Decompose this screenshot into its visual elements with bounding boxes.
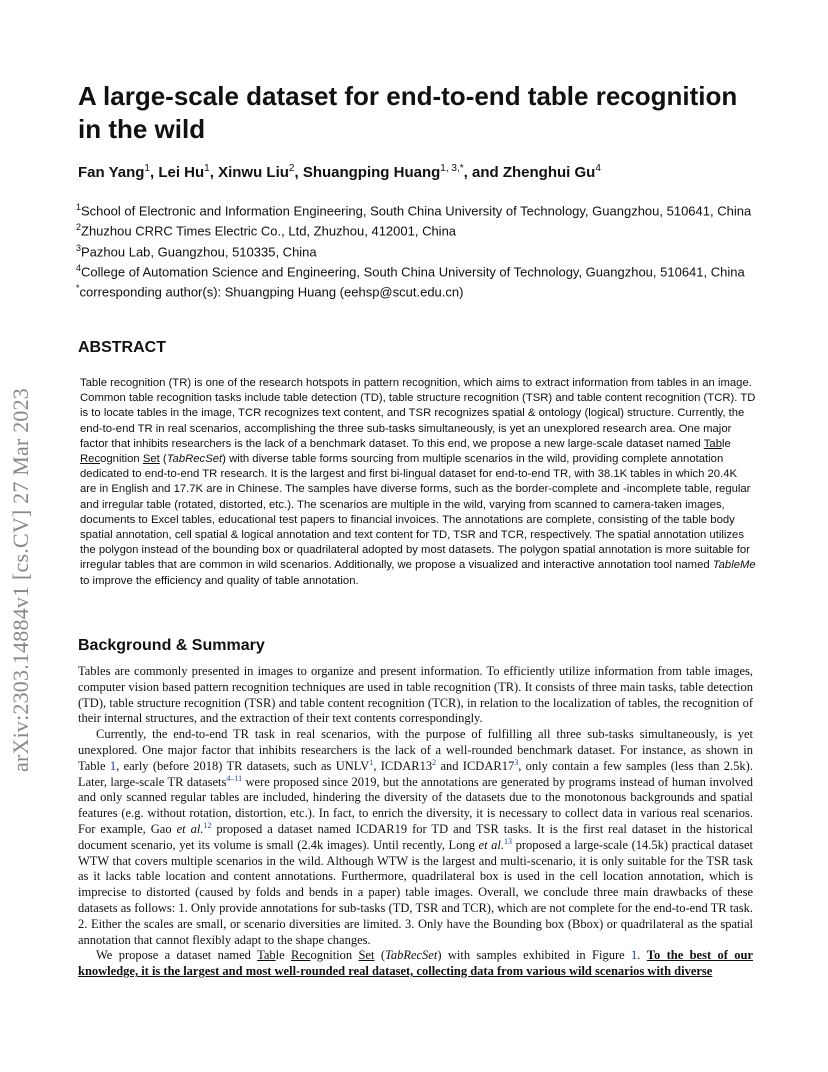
citation-link[interactable]: 12 <box>203 820 212 830</box>
affiliation-text: Zhuzhou CRRC Times Electric Co., Ltd, Zhuzhou, 412001, China <box>81 223 457 239</box>
author-affiliation-mark: 1 <box>144 163 150 174</box>
abstract-text: ) with diverse table forms sourcing from multiple scenarios in the wild, providing complete annotation dedicated to end-to-end TR research. It is the largest and first bi-lingual dataset for end-to-end TR, with 38.1K tables in which 20.4K are in English and 17.7K are in Chinese. The samples have diverse forms, such as the border-complete and -incomplete table, regular and irregular table (rotated, distorted, etc.). The scenarios are multiple in the wild, varying from scanned to camera-taken images, documents to Excel tables, educational test papers to financial invoices. The annotations are complete, consisting of the table body spatial annotation, cell spatial & logical annotation and text content for TD, TSR and TCR, respectively. The spatial annotation utilizes the polygon instead of the bounding box or quadrilateral adopted by most datasets. The polygon spatial annotation is more suitable for irregular tables that are common in wild scenarios. Additionally, we propose a visualized and interactive annotation tool named <box>80 453 751 572</box>
abstract-heading: ABSTRACT <box>78 339 166 356</box>
abstract-underlined-text: Set <box>142 453 160 466</box>
affiliation-text: Pazhou Lab, Guangzhou, 510335, China <box>81 243 317 259</box>
affiliation-text: College of Automation Science and Engineering, South China University of Technology, Guangzhou, 510641, China <box>81 264 745 280</box>
corresponding-author <box>76 280 756 300</box>
author-separator: , and <box>463 164 503 181</box>
body-text: ( <box>374 948 386 963</box>
affiliation-mark: 4 <box>76 262 82 273</box>
body-text: , early (before 2018) TR datasets, such as UNLV <box>116 758 370 773</box>
body-text: , only contain a few samples (less than 2.5k). Later, large-scale TR datasets <box>78 758 753 789</box>
author-affiliation-mark: 2 <box>288 163 295 174</box>
author-separator: , <box>294 164 303 181</box>
author-name: Lei Hu <box>158 164 205 181</box>
body-text: were proposed since 2019, but the annotations are generated by programs instead of human involved and only scanned regular tables are included, hindering the diversity of the datasets due to the monotonous backgrounds and spatial features (e.g. without rotation, distortion, etc.). In fact, to enrich the diversity, it is necessary to collect data in various real scenarios. For example, Gao <box>78 774 753 836</box>
citation-link[interactable]: 2 <box>432 757 437 767</box>
body-italic-text: et al. <box>478 837 504 852</box>
author-affiliation-mark: 1 <box>204 163 210 174</box>
body-text: le <box>275 948 292 963</box>
body-underlined-text: Tab <box>257 948 276 963</box>
body-text: and ICDAR17 <box>436 758 515 773</box>
citation-link[interactable]: 3 <box>514 757 519 767</box>
body-underlined-text: Rec <box>291 948 311 963</box>
body-text: . <box>637 948 647 963</box>
abstract-body <box>80 376 756 589</box>
citation-link[interactable]: 1 <box>369 757 374 767</box>
author-name: Xinwu Liu <box>218 164 289 181</box>
body-italic-text: TabRecSet <box>385 948 438 963</box>
author-affiliation-mark: 4 <box>595 163 601 174</box>
section-heading: Background & Summary <box>78 637 265 654</box>
author-list <box>78 158 778 184</box>
citation-link[interactable]: 13 <box>504 836 512 846</box>
body-paragraph <box>78 727 753 948</box>
affiliation-mark: 2 <box>76 222 82 233</box>
affiliation <box>76 260 756 280</box>
author-name: Shuangping Huang <box>302 164 441 181</box>
author-name: Zhenghui Gu <box>502 164 596 181</box>
table-reference-link[interactable]: 1 <box>109 758 117 773</box>
body-paragraph: Tables are commonly presented in images to organize and present information. To efficiently utilize information from table images, computer vision based pattern recognition techniques are used in table recognition (TR). It consists of three main tasks, table detection (TD), table structure recognition (TSR) and table content recognition (TCR), in relation to the localization of tables, the recognition of their internal structures, and the extraction of their text contents correspondingly. <box>78 664 753 726</box>
body-text: ) with samples exhibited in Figure <box>437 948 632 963</box>
citation-link[interactable]: 4–11 <box>226 773 243 783</box>
author-separator: , <box>149 164 159 181</box>
abstract-italic-text: TabRecSet <box>166 453 223 466</box>
section-body <box>78 664 753 980</box>
abstract-underlined-text: Tab <box>703 437 722 450</box>
body-bold-underlined-text: To the best of our knowledge, it is the largest and most well-rounded real dataset, collecting data from various wild scenarios with diverse <box>78 948 754 979</box>
body-text: proposed a dataset named ICDAR19 for TD and TSR tasks. It is the first real dataset in the historical document scenario, yet its volume is small (2.4k images). Until recently, Long <box>78 821 754 852</box>
figure-reference-link[interactable]: 1 <box>631 948 638 963</box>
body-paragraph <box>78 948 753 980</box>
affiliation-text: School of Electronic and Information Engineering, South China University of Technology, Guangzhou, 510641, China <box>81 203 752 219</box>
affiliation-list <box>76 199 756 301</box>
abstract-italic-text: TableMe <box>712 559 756 572</box>
author-affiliation-mark: 1, 3,* <box>440 163 464 174</box>
body-text: ognition <box>310 948 359 963</box>
paper-title: A large-scale dataset for end-to-end table recognition in the wild <box>78 81 738 144</box>
abstract-text: le <box>722 437 731 450</box>
author-separator: , <box>209 164 219 181</box>
body-italic-text: et al. <box>176 821 204 836</box>
arxiv-identifier: arXiv:2303.14884v1 [cs.CV] 27 Mar 2023 <box>8 388 33 772</box>
body-text: Currently, the end-to-end TR task in real scenarios, with the purpose of fulfilling all three sub-tasks simultaneously, is yet unexplored. One major factor that inhibits researchers is the lack of a well-rounded benchmark dataset. For instance, as shown in Table <box>78 727 753 773</box>
author-name: Fan Yang <box>78 164 145 181</box>
affiliation-text: corresponding author(s): Shuangping Huang (eehsp@scut.edu.cn) <box>79 284 464 300</box>
body-text: , ICDAR13 <box>373 758 433 773</box>
abstract-text: Table recognition (TR) is one of the research hotspots in pattern recognition, which aims to extract information from tables in an image. Common table recognition tasks include table detection (TD), table structure recognition (TSR) and table content recognition (TCR). TD is to locate tables in the image, TCR recognizes text content, and TSR recognizes spatial & ontology (logical) structure. Currently, the end-to-end TR in real scenarios, accomplishing the three sub-tasks simultaneously, is yet an unexplored research area. One major factor that inhibits researchers is the lack of a benchmark dataset. To this end, we propose a new large-scale dataset named <box>80 377 756 450</box>
affiliation <box>76 219 756 239</box>
affiliation-mark: 1 <box>76 202 82 212</box>
abstract-text: to improve the efficiency and quality of table annotation. <box>80 574 359 587</box>
affiliation-mark: * <box>76 283 80 294</box>
abstract-underlined-text: Rec <box>80 453 101 466</box>
abstract-text: ( <box>159 453 167 466</box>
abstract-text: ognition <box>100 453 143 466</box>
affiliation <box>76 240 756 260</box>
affiliation <box>76 199 756 219</box>
body-text: proposed a large-scale (14.5k) practical dataset WTW that covers multiple scenarios in the wild. Although WTW is the largest and multi-scenario, it is only suitable for the TSR task as it lacks table location and content annotations. Furthermore, quadrilateral box is used in the cell location annotation, which is imprecise to distorted (caused by folds and bends in a paper) table images. Overall, we conclude three main drawbacks of these datasets as follows: 1. Only provide annotations for sub-tasks (TD, TSR and TCR), which are not complete for the end-to-end TR task. 2. Either the scales are small, or scenario diversities are limited. 3. Only have the Bounding box (Bbox) or quadrilateral as the spatial annotation that cannot flexibly adapt to the shape changes. <box>78 837 753 947</box>
affiliation-mark: 3 <box>76 242 82 253</box>
body-text: We propose a dataset named <box>96 948 258 963</box>
body-underlined-text: Set <box>358 948 375 963</box>
